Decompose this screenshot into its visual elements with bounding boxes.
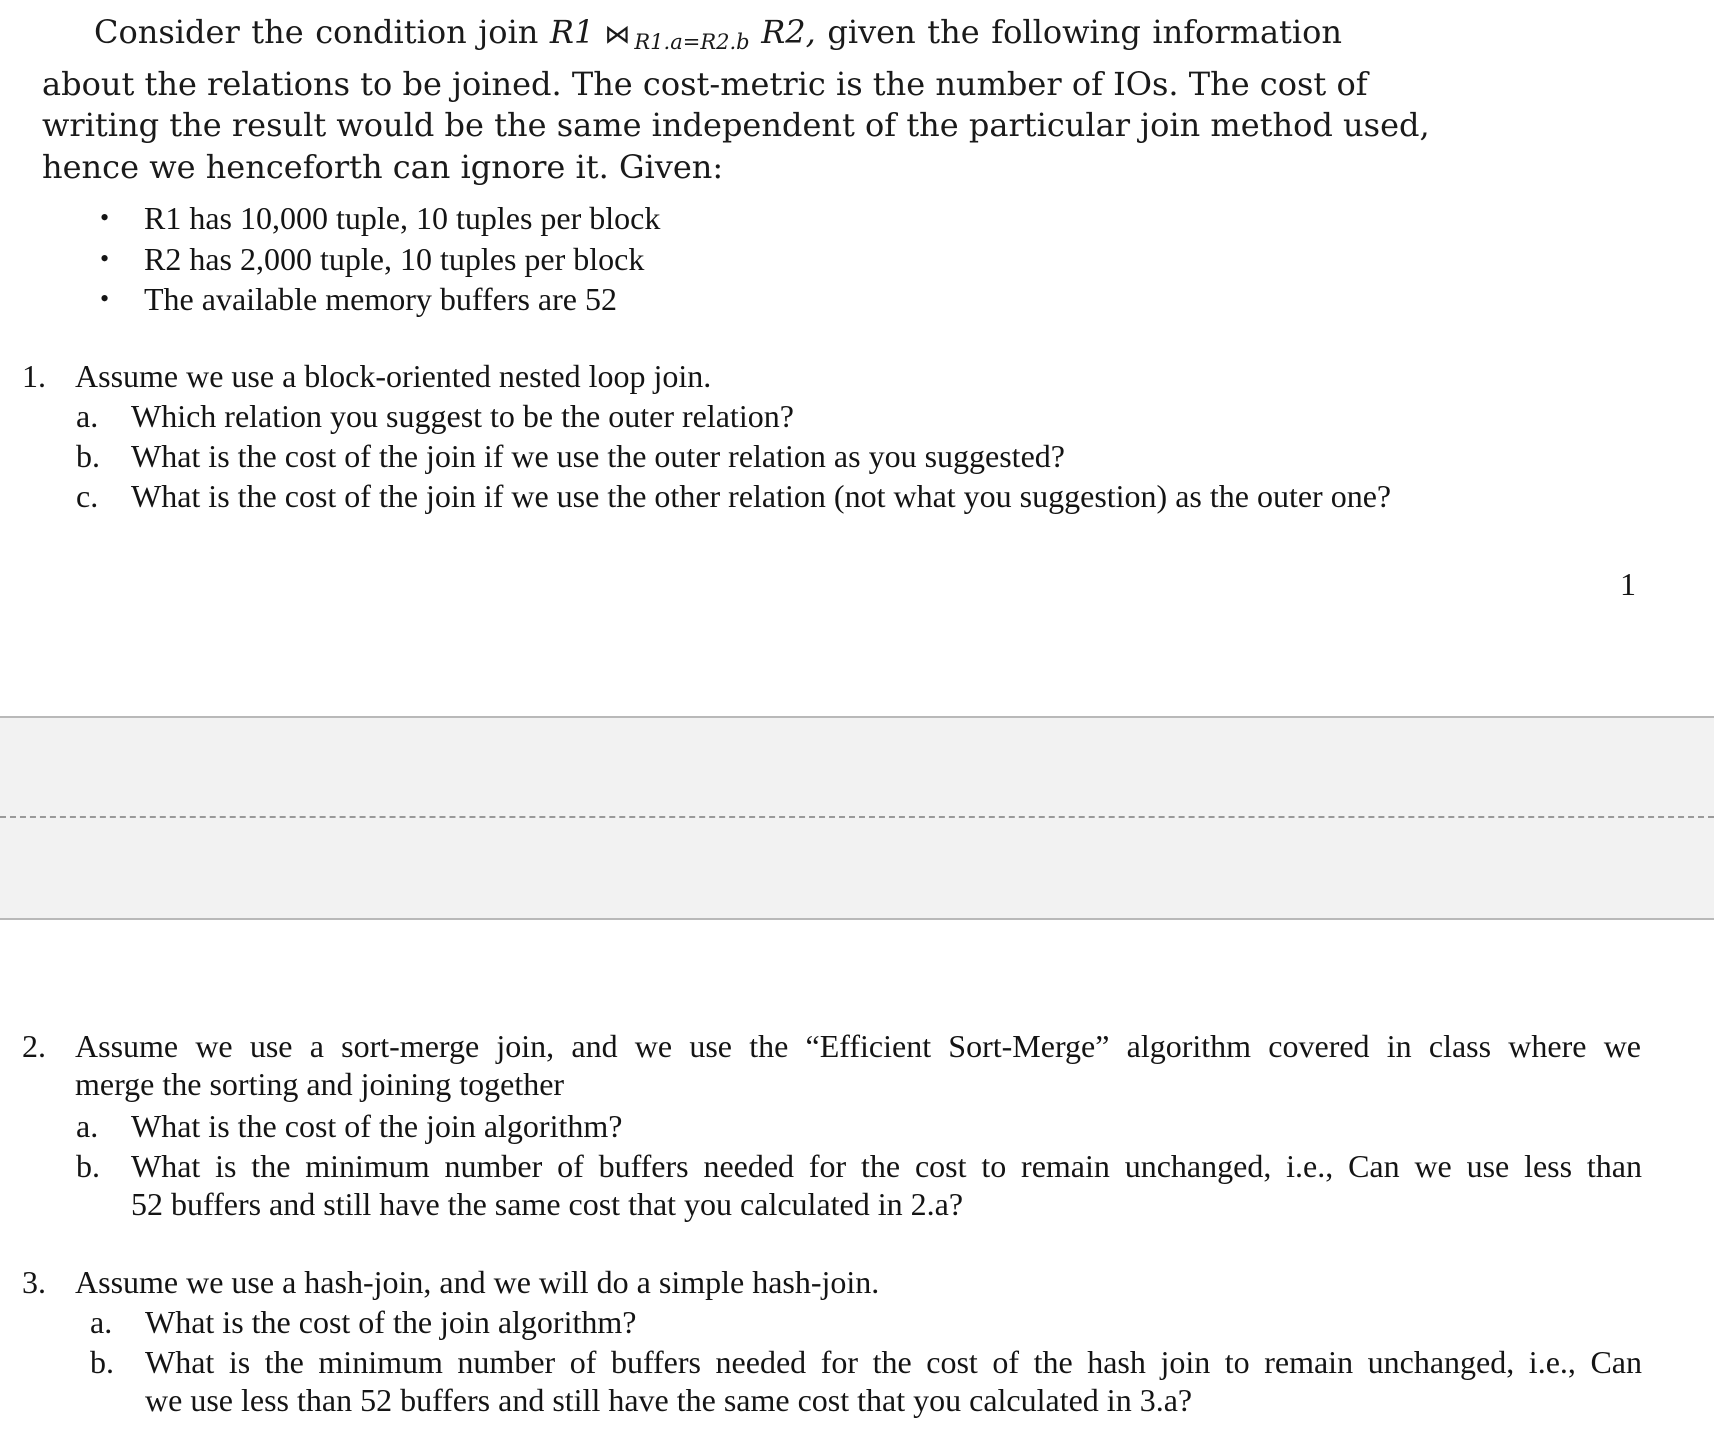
page-break-bottom-rule <box>0 918 1714 920</box>
item-line: 52 buffers and still have the same cost that you calculated in 2.a? <box>131 1185 964 1222</box>
intro-line-2: about the relations to be joined. The cost-metric is the number of IOs. The cost of <box>42 64 1368 103</box>
item-label: a. <box>90 1304 113 1340</box>
question-number: 2. <box>22 1028 46 1064</box>
bullet-icon: • <box>100 284 110 313</box>
question-2b <box>76 1148 1642 1228</box>
item-label: b. <box>76 438 100 474</box>
item-text <box>145 1344 1642 1419</box>
list-item-text: R2 has 2,000 tuple, 10 tuples per block <box>144 240 645 277</box>
question-3b <box>90 1344 1642 1424</box>
relation-r2: R2, <box>761 13 816 51</box>
item-line: What is the minimum number of buffers needed for the cost to remain unchanged, i.e., Can we use less than <box>131 1148 1642 1184</box>
list-item-text: R1 has 10,000 tuple, 10 tuples per block <box>144 200 661 236</box>
question-line: Assume we use a sort-merge join, and we use the “Efficient Sort-Merge” algorithm covered in class where we <box>75 1028 1641 1064</box>
question-2 <box>22 1028 1642 1108</box>
question-line: merge the sorting and joining together <box>75 1065 565 1102</box>
question-1 <box>22 358 1622 398</box>
intro-line-3: writing the result would be the same independent of the particular join method used, <box>42 106 1430 144</box>
item-label: a. <box>76 398 99 434</box>
list-item <box>100 198 660 239</box>
intro-text: given the following information <box>827 13 1343 51</box>
intro-line-4: hence we henceforth can ignore it. Given: <box>42 147 724 186</box>
question-text: Assume we use a hash-join, and we will do a simple hash-join. <box>75 1264 880 1300</box>
question-text <box>75 1028 1641 1103</box>
list-item <box>100 279 660 320</box>
item-text: What is the cost of the join algorithm? <box>131 1108 623 1144</box>
join-condition: R1.a=R2.b <box>634 30 750 54</box>
bullet-icon: • <box>100 243 110 273</box>
join-symbol: ⋈ <box>604 20 631 50</box>
item-line: we use less than 52 buffers and still have the same cost that you calculated in 3.a? <box>145 1381 1193 1418</box>
page-break-dashed-rule <box>0 816 1714 818</box>
item-label: c. <box>76 478 99 514</box>
item-text: Which relation you suggest to be the outer relation? <box>131 398 794 434</box>
intro-paragraph <box>42 12 1430 188</box>
list-item <box>100 239 660 280</box>
item-text: What is the cost of the join algorithm? <box>145 1304 637 1340</box>
relation-r1: R1 <box>549 13 595 51</box>
given-list <box>100 198 660 320</box>
question-number: 1. <box>22 358 46 394</box>
item-label: b. <box>76 1148 100 1184</box>
intro-text: Consider the condition join <box>94 13 539 51</box>
question-text: Assume we use a block-oriented nested loop join. <box>75 358 712 394</box>
list-item-text: The available memory buffers are 52 <box>144 281 617 317</box>
item-text <box>131 1148 1642 1223</box>
item-label: a. <box>76 1108 99 1144</box>
question-3 <box>22 1264 1622 1304</box>
intro-line-1 <box>42 12 1342 64</box>
page-break-band <box>0 718 1714 918</box>
question-number: 3. <box>22 1264 46 1300</box>
item-label: b. <box>90 1344 114 1380</box>
item-text: What is the cost of the join if we use the outer relation as you suggested? <box>131 438 1065 474</box>
item-line: What is the minimum number of buffers needed for the cost of the hash join to remain unchanged, i.e., Can <box>145 1344 1642 1380</box>
page-number: 1 <box>1620 566 1636 602</box>
bullet-icon: • <box>100 203 110 232</box>
item-text: What is the cost of the join if we use the other relation (not what you suggestion) as the outer one? <box>131 478 1392 514</box>
